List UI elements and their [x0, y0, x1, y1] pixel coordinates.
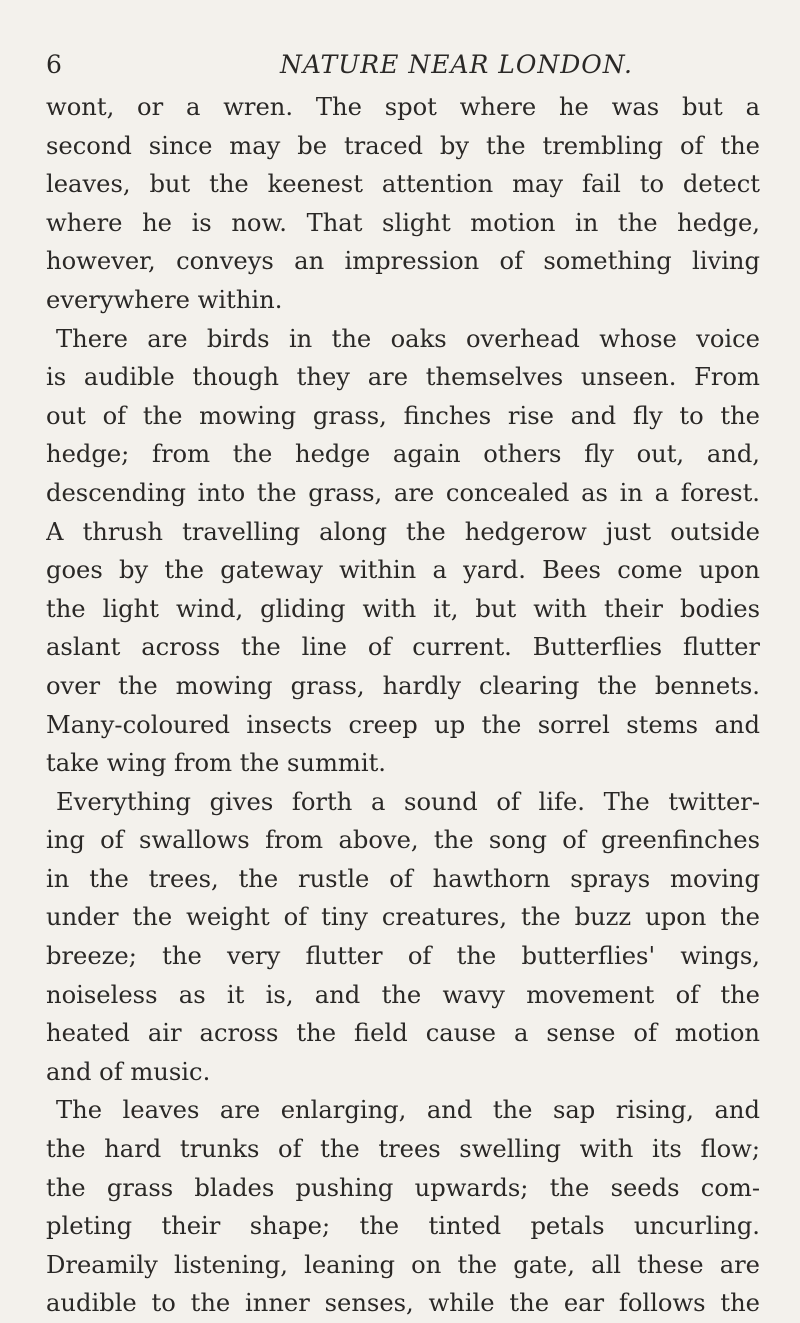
running-title: NATURE NEAR LONDON. — [280, 50, 634, 79]
text-line: second since may be traced by the trembling of the — [46, 131, 760, 160]
paragraph-4 — [46, 1091, 760, 1323]
paragraph-3 — [46, 783, 760, 1092]
text-line: over the mowing grass, hardly clearing the bennets. — [46, 671, 760, 700]
text-line: hedge; from the hedge again others fly out, and, — [46, 440, 760, 469]
text-line: and of music. — [46, 1057, 211, 1086]
text-line: the grass blades pushing upwards; the seeds com- — [46, 1173, 760, 1202]
text-line: out of the mowing grass, finches rise and fly to the — [46, 401, 760, 430]
text-line: goes by the gateway within a yard. Bees come upon — [46, 556, 760, 585]
text-line: heated air across the field cause a sense of motion — [46, 1019, 760, 1048]
text-line: The leaves are enlarging, and the sap rising, and — [56, 1096, 760, 1125]
text-line: the hard trunks of the trees swelling with its flow; — [46, 1135, 760, 1164]
text-line: however, conveys an impression of something living — [46, 247, 760, 276]
text-line: in the trees, the rustle of hawthorn sprays moving — [46, 864, 760, 893]
text-line: everywhere within. — [46, 285, 283, 314]
text-line: the light wind, gliding with it, but with their bodies — [46, 594, 760, 623]
page-number: 6 — [46, 50, 63, 79]
text-line: is audible though they are themselves unseen. From — [46, 363, 760, 392]
paragraph-2 — [46, 320, 760, 783]
text-line: breeze; the very flutter of the butterflies' wings, — [46, 942, 760, 971]
body-text — [46, 88, 760, 1323]
text-line: ing of swallows from above, the song of greenfinches — [46, 826, 760, 855]
text-line: aslant across the line of current. Butterflies flutter — [46, 633, 760, 662]
text-line: leaves, but the keenest attention may fail to detect — [46, 170, 760, 199]
text-line: Dreamily listening, leaning on the gate, all these are — [46, 1250, 760, 1279]
text-line: pleting their shape; the tinted petals uncurling. — [46, 1212, 760, 1241]
text-line: wont, or a wren. The spot where he was but a — [46, 93, 760, 121]
paragraph-1 — [46, 88, 760, 320]
text-line: A thrush travelling along the hedgerow just outside — [46, 517, 760, 546]
text-line: descending into the grass, are concealed as in a forest. — [46, 478, 760, 507]
text-line: Many-coloured insects creep up the sorrel stems and — [46, 710, 760, 739]
text-line: Everything gives forth a sound of life. The twitter- — [56, 787, 760, 816]
text-line: take wing from the summit. — [46, 749, 386, 778]
text-line: noiseless as it is, and the wavy movement of the — [46, 980, 760, 1009]
text-line: under the weight of tiny creatures, the buzz upon the — [46, 903, 760, 932]
running-head — [46, 50, 760, 88]
text-line: where he is now. That slight motion in the hedge, — [46, 208, 760, 237]
text-line: audible to the inner senses, while the ear follows the — [46, 1289, 760, 1318]
text-line: There are birds in the oaks overhead whose voice — [56, 324, 760, 353]
